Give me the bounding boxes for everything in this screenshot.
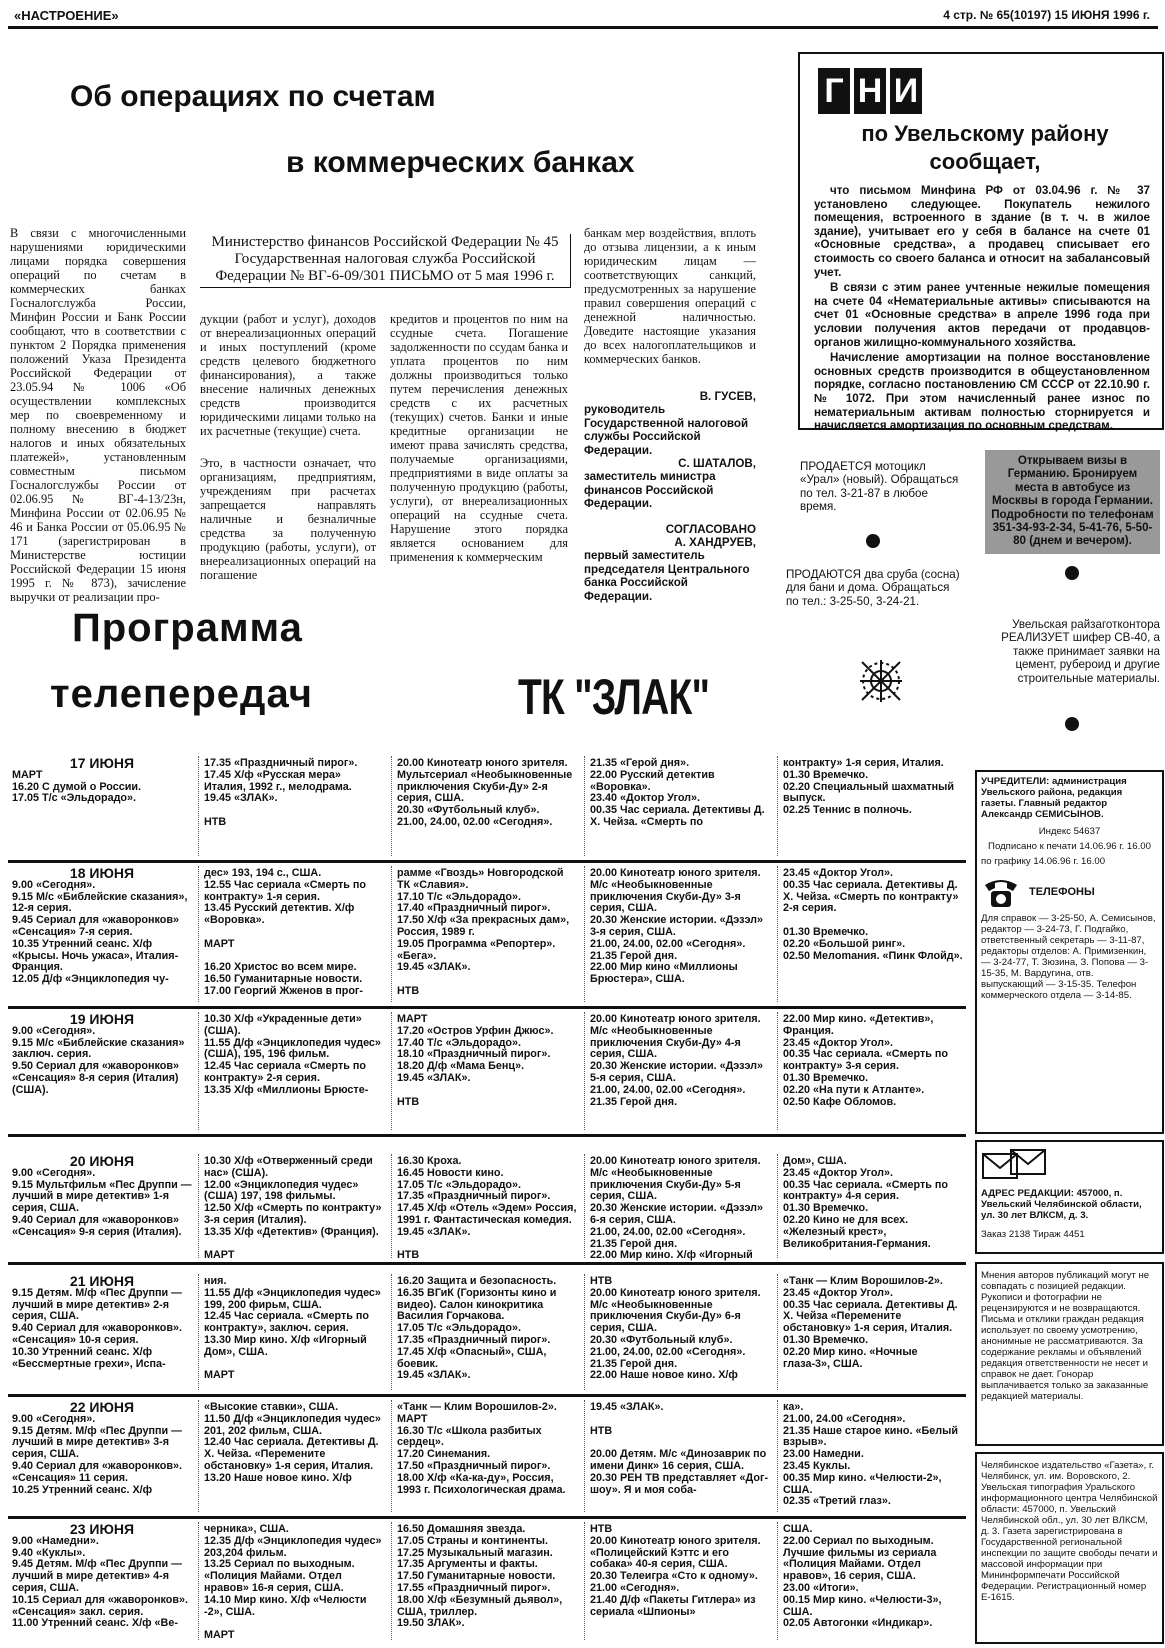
- imprint-box: [975, 770, 1164, 1134]
- tv-day: [8, 1396, 966, 1519]
- ad-motorcycle: ПРОДАЕТСЯ мотоцикл «Урал» (новый). Обращаться по тел. 3-21-87 в любое время.: [800, 460, 959, 514]
- editorial-note-box: [975, 1262, 1164, 1446]
- program-subtitle: телепередач: [50, 672, 313, 716]
- phones-title: ТЕЛЕФОНЫ: [1029, 885, 1095, 898]
- tax-notice-text: [814, 184, 1150, 435]
- day-column: 9.00 «Намедни». 9.40 «Куклы». 9.45 Детям. М/ф «Пес Друппи — лучший в мире детектив» 4-я серия, США. 10.15 Сериал для «жаворонков». «Сенсация» закл. серия. 11.00 Утренний сеанс. Х/ф «Ве-: [12, 1534, 189, 1630]
- phones-list: Для справок — 3-25-50, А. Семисынов, редактор — 3-24-73, Г. Подгайко, ответственный секретарь — 3-11-87, редакторы отделов: А. Примизенкин, — 3-24-77, Т. Зюзина, З. Попова — 3-15-35, М. Вардугина, отв. выпускающий — 3-15-35. Телефон коммерческого отдела — 3-14-85.: [981, 913, 1156, 1001]
- agreed-label: СОГЛАСОВАНО: [665, 522, 756, 536]
- day-heading: 19 ИЮНЯ: [69, 1011, 135, 1027]
- gni-logo: [818, 68, 926, 114]
- day-column: 23.45 «Доктор Угол». 00.35 Час сериала. Детективы Д. Х. Чейза. «Смерть по контракту» 2-я серия. 01.30 Времечко. 02.20 «Большой ринг». 02.50 Мелomания. «Пинк Флойд».: [783, 867, 963, 962]
- imprint-index: Индекс 54637: [1038, 826, 1101, 837]
- article-title-line1: Об операциях по счетам: [70, 80, 436, 113]
- separator-dot: [1065, 717, 1079, 731]
- day-column: 20.00 Кинотеатр юного зрителя. Мультсериал «Необыкновенные приключения Скуби-Ду» 2-я серия, США. 20.30 «Футбольный клуб». 21.00, 24.00, 02.00 «Сегодня».: [397, 757, 573, 828]
- day-heading: 17 ИЮНЯ: [69, 755, 135, 771]
- day-column: ния. 11.55 Д/ф «Энциклопедия чудес» 199, 200 фирьм, США. 12.45 Час сериала. «Смерть по контракту», заключ. серия. 13.30 Мир кино. Х/ф «Игорный Дом», США. МАРТ: [204, 1275, 381, 1382]
- telephone-icon: [981, 875, 1021, 909]
- gni-logo-letter: Г: [818, 68, 850, 114]
- signature-khandruev-role: первый заместитель председателя Центрального банка Российской Федерации.: [584, 549, 750, 603]
- day-column: 17.35 «Праздничный пирог». 17.45 Х/ф «Русская мера» Италия, 1992 г., мелодрама. 19.45 «ЗЛАК». НТВ: [204, 757, 358, 828]
- day-column: 16.50 Домашняя звезда. 17.05 Страны и континенты. 17.25 Музыкальный магазин. 17.35 Аргументы и факты. 17.50 Гуманитарные новости. 17.55 «Праздничный пирог». 18.00 Х/ф «Безумный дьявол», США, триллер. 19.50 ЗЛАК».: [397, 1523, 563, 1630]
- day-column: черника», США. 12.35 Д/ф «Энциклопедия чудес» 203,204 фильм. 13.25 Сериал по выходным. «Полиция Майами. Отдел нравов» 16-я серия, США. 14.10 Мир кино. Х/ф «Челюсти -2», США. МАРТ: [204, 1523, 382, 1642]
- signature-shatalov-role: заместитель министра финансов Российской Федерации.: [584, 470, 716, 511]
- ad-visa-box: [985, 450, 1160, 554]
- day-column: «Танк — Клим Ворошилов-2». 23.45 «Доктор Угол». 00.35 Час сериала. Детективы Д. Х. Чейза «Перемените обстановку» 1-я серия, Италия. 01.30 Времечко. 02.20 Мир кино. «Ночные глаза-3», США.: [783, 1275, 958, 1370]
- gni-logo-letter: Н: [854, 68, 886, 114]
- tax-notice-box: [798, 52, 1164, 433]
- ad-logs: ПРОДАЮТСЯ два сруба (сосна) для бани и дома. Обращаться по тел.: 3-25-50, 3-24-21.: [786, 568, 960, 608]
- day-column: 20.00 Кинотеатр юного зрителя. М/с «Необыкновенные приключения Скуби-Ду» 3-я серия, США. 20.30 Женские истории. «Дэзэл» 3-я серия, США. 21.00, 24.00, 02.00 «Сегодня». 21.35 Герой дня. 22.00 Мир кино «Миллионы Брюстера», США.: [590, 867, 764, 986]
- tax-notice-paragraph: что письмом Минфина РФ от 03.04.96 г. № 37 установлено следующее. Покупатель нежилого помещения, встроенного в здание (в т. ч. в жилое здание), учитывает его у себя в балансе на счете 01 «Основные средства», а продавец списывает его стоимость со своего баланса и относит на забалансовый учет.: [814, 184, 1150, 279]
- tv-day: [8, 752, 966, 863]
- envelope-icon: [981, 1148, 1051, 1182]
- day-column: «Высокие ставки», США. 11.50 Д/ф «Энциклопедия чудес» 201, 202 фильм, США. 12.40 Час сериала. Детективы Д. Х. Чейза. «Перемените обстановку» 1-я серия, Италия. 13.20 Наше новое кино. Х/ф: [204, 1401, 381, 1484]
- print-order: Заказ 2138 Тираж 4451: [981, 1229, 1085, 1240]
- article-col1: В связи с многочисленными нарушениями юридическими лицами порядка совершения операций по счетам в коммерческих банках Госналогслужба России, Минфин России и Банк России сообщают, что в соответствии с пунктом 2 Порядка применения положений Указа Президента Российской Федерации от 23.05.94 № 1006 «Об осуществлении комплексных мер по своевременному и полному внесению в бюджет налогов и иных обязательных платежей», установленным совместным письмом Госналогслужбы России от 02.06.95 № ВГ-4-13/23н, Минфина России от 02.06.95 № 46 и Банка России от 05.06.95 № 171 (зарегистрирован в Министерстве юстиции Российской Федерации 15 июня 1995 г. № 873), зачисление выручки от реализации про-: [10, 226, 186, 604]
- day-heading: 23 ИЮНЯ: [69, 1521, 135, 1537]
- day-column: 20.00 Кинотеатр юного зрителя. М/с «Необыкновенные приключения Скуби-Ду» 5-я серия, США. 20.30 Женские истории. «Дэзэл» 6-я серия, США. 21.00, 24.00, 02.00 «Сегодня». 21.35 Герой дня. 22.00 Мир кино. Х/ф «Игорный: [590, 1155, 764, 1262]
- day-heading: 21 ИЮНЯ: [69, 1273, 135, 1289]
- day-column: 10.30 Х/ф «Украденные дети» (США). 11.55 Д/ф «Энциклопедия чудес» (США), 195, 196 фильм. 12.45 Час сериала «Смерть по контракту» 2-я серия. 13.35 Х/ф «Миллионы Брюсте-: [204, 1013, 381, 1096]
- article-col2b: Это, в частности означает, что организациям, предприятиям, учреждениям при расчетах запрещается направлять наличные и безналичные средства за полученную продукцию (работы, услуги), от внереализационных операций на погашение: [200, 456, 376, 582]
- article-col4: банкам мер воздействия, вплоть до отзыва лицензии, а к иным юридическим лицам — соответствующих санкций, предусмотренных за нарушение правил совершения операций с денежной наличностью. Доведите настоящие указания до всех налогоплательщиков и коммерческих банков.: [584, 226, 756, 366]
- day-column: ка». 21.00, 24.00 «Сегодня». 21.35 Наше старое кино. «Белый взрыв». 23.00 Намедни. 23.45 Куклы. 00.35 Мир кино. «Челюсти-2», США. 02.35 «Третий глаз».: [783, 1401, 958, 1508]
- decorative-pattern-icon: [858, 658, 904, 704]
- ad-visa-text: Открываем визы в Германию. Бронируем места в автобусе из Москвы в города Германии. Подробности по телефонам 351-34-93-2-34, 5-41-76, 5-50-80 (днем и вечером).: [991, 454, 1154, 548]
- day-column: 20.00 Кинотеатр юного зрителя. М/с «Необыкновенные приключения Скуби-Ду» 4-я серия, США. 20.30 Женские истории. «Дэзэл» 5-я серия, США. 21.00, 24.00, 02.00 «Сегодня». 21.35 Герой дня.: [590, 1013, 764, 1108]
- gni-logo-letter: И: [890, 68, 922, 114]
- masthead: [8, 4, 1158, 29]
- tv-day: [8, 1270, 966, 1397]
- day-column: Дом», США. 23.45 «Доктор Угол». 00.35 Час сериала. «Смерть по контракту» 4-я серия. 01.30 Времечко. 02.20 Кино не для всех. «Железный крест», Великобритания-Германия.: [783, 1155, 949, 1250]
- day-column: 22.00 Мир кино. «Детектив», Франция. 23.45 «Доктор Угол». 00.35 Час сериала. «Смерть по контракту» 3-я серия. 01.30 Времечко. 02.20 «На пути к Атланте». 02.50 Кафе Обломов.: [783, 1013, 949, 1108]
- day-heading: 18 ИЮНЯ: [69, 865, 135, 881]
- tv-day: [8, 862, 966, 1009]
- day-column: контракту» 1-я серия, Италия. 01.30 Времечко. 02.20 Специальный шахматный выпуск. 02.25 Теннис в полночь.: [783, 757, 955, 817]
- day-column: НТВ 20.00 Кинотеатр юного зрителя. «Полицейский Кэттс и его собака» 40-я серия, США. 20.30 Телеигра «Сто к одному». 21.00 «Сегодня». 21.40 Д/ф «Пакеты Гитлера» из сериала «Шпионы»: [590, 1523, 761, 1618]
- day-column: МАРТ 17.20 «Остров Урфин Джюс». 17.40 Т/с «Эльдорадо». 18.10 «Праздничный пирог». 18.20 Д/ф «Мама Бенц». 19.45 «ЗЛАК». НТВ: [397, 1013, 554, 1108]
- day-column: 16.30 Кроха. 16.45 Новости кино. 17.05 Т/с «Эльдорадо». 17.35 «Праздничный пирог». 17.45 Х/ф «Отель «Эдем» Россия, 1991 г. Фантастическая комедия. 19.45 «ЗЛАК». НТВ: [397, 1155, 577, 1262]
- article-preface: Министерство финансов Российской Федерации № 45 Государственная налоговая служба Российской Федерации № ВГ-6-09/301 ПИСЬМО от 5 мая 1996 г.: [200, 234, 571, 288]
- separator-dot: [866, 534, 880, 548]
- day-column: рамме «Гвоздь» Новгородской ТК «Славия». 17.10 Т/с «Эльдорадо». 17.40 «Праздничный пирог». 17.50 Х/ф «За прекрасных дам», Россия, 1989 г. 19.05 Программа «Репортер». «Бега». 19.45 «ЗЛАК». НТВ: [397, 867, 570, 997]
- day-column: «Танк — Клим Ворошилов-2». МАРТ 16.30 Т/с «Школа разбитых сердец». 17.20 Синемания. 17.50 «Праздничный пирог». 18.00 Х/ф «Ка-ка-ду», Россия, 1993 г. Психологическая драма.: [397, 1401, 566, 1496]
- imprint-signed: Подписано к печати 14.06.96 г. 16.00: [988, 841, 1151, 852]
- imprint-schedule: по графику 14.06.96 г. 16.00: [981, 856, 1106, 867]
- article-signatures: [584, 390, 756, 603]
- imprint-founders: УЧРЕДИТЕЛИ: администрация Увельского района, редакция газеты. Главный редактор Александр СЕМИСЫНОВ.: [981, 776, 1127, 820]
- ad-slate: Увельская райзаготконтора РЕАЛИЗУЕТ шифер СВ-40, а также принимает заявки на цемент, рубероид и другие строительные материалы.: [1001, 618, 1160, 685]
- masthead-issue: 4 стр. № 65(10197) 15 ИЮНЯ 1996 г.: [943, 8, 1150, 22]
- article-col3: кредитов и процентов по ним на ссудные счета. Погашение задолженности по ссудам банка и уплата процентов по ним должны производиться только путем перечисления денежных средств с их расчетных (текущих) счетов. Банки и иные кредитные организации не имеют права зачислять средства, получаемые организациями, предприятиями в виде оплаты за полученную продукцию (работы, услуги), от внереализационных операций на ссудные счета. Нарушение этого порядка является основанием для применения к коммерческим: [390, 312, 568, 564]
- day-column: 21.35 «Герой дня». 22.00 Русский детектив «Воровка». 23.40 «Доктор Угол». 00.35 Час сериала. Детективы Д. Х. Чейза. «Смерть по: [590, 757, 765, 828]
- day-column: 19.45 «ЗЛАК». НТВ 20.00 Детям. М/с «Динозаврик по имени Динк» 16 серия, США. 20.30 РЕН ТВ представляет «Дог-шоу». Я и моя соба-: [590, 1401, 769, 1496]
- day-column: 9.00 «Сегодня». 9.15 Детям. М/ф «Пес Друппи — лучший в мире детектив» 3-я серия, США. 9.40 Сериал для «жаворонков». «Сенсация» 11 серия. 10.25 Утренний сеанс. Х/ф: [12, 1412, 183, 1496]
- day-column: США. 22.00 Сериал по выходным. Лучшие фильмы из сериала «Полиция Майами. Отдел нравов», 16 серия, США. 23.00 «Итоги». 00.15 Мир кино. «Челюсти-3», США. 02.05 Автогонки «Индикар».: [783, 1523, 942, 1630]
- day-column: дес» 193, 194 с., США. 12.55 Час сериала «Смерть по контракту» 1-я серия. 13.45 Русский детектив. Х/ф «Воровка». МАРТ 16.20 Христос во всем мире. 16.50 Гуманитарные новости. 17.00 Георгий Жженов в прог-: [204, 867, 367, 997]
- day-column: 9.00 «Сегодня». 9.15 Мультфильм «Пес Друппи — лучший в мире детектив» 1-я серия, США. 9.40 Сериал для «жаворонков» «Сенсация» 9-я серия (Италия).: [12, 1166, 192, 1238]
- article-title-line2: в коммерческих банках: [286, 146, 635, 179]
- address-box: [975, 1140, 1164, 1254]
- printer-box: [975, 1452, 1164, 1644]
- program-title: Программа: [72, 606, 303, 650]
- tax-notice-paragraph: Начисление амортизации на полное восстановление основных средств производится в общеустановленном порядке, согласно постановлению СМ СССР от 22.10.90 г. № 1072. При этом начисленный ранее износ по нематериальным активам полностью сторнируется и начисляется амортизация по основным средствам.: [814, 351, 1150, 433]
- editorial-note: Мнения авторов публикаций могут не совпадать с позицией редакции. Рукописи и фотографии не рецензируются и не возвращаются. Письма и отклики граждан редакция использует по своему усмотрению, анонимные не рассматриваются. За содержание рекламы и объявлений редакция ответственности не несет и справок не дает. Гонорар выплачивается только за заказанные редакцией материалы.: [981, 1270, 1150, 1402]
- day-heading: 20 ИЮНЯ: [69, 1153, 135, 1169]
- signature-gusev: В. ГУСЕВ,: [699, 390, 756, 403]
- day-column: 16.20 Защита и безопасность. 16.35 ВГиК (Горизонты кино и видео). Салон кинокритика Василия Горчакова. 17.05 Т/с «Эльдорадо». 17.35 «Праздничный пирог». 17.45 Х/ф «Опасный», США, боевик. 19.45 «ЗЛАК».: [397, 1275, 557, 1382]
- day-column: 10.30 Х/ф «Отверженный среди нас» (США). 12.00 «Энциклопедия чудес» (США) 197, 198 фильмы. 12.50 Х/ф «Смерть по контракту» 3-я серия (Италия). 13.35 Х/ф «Детектив» (Франция). МАРТ: [204, 1155, 382, 1262]
- day-column: НТВ 20.00 Кинотеатр юного зрителя. М/с «Необыкновенные приключения Скуби-Ду» 6-я серия, США. 20.30 «Футбольный клуб». 21.00, 24.00, 02.00 «Сегодня». 21.35 Герой дня. 22.00 Наше новое кино. Х/ф: [590, 1275, 761, 1382]
- day-column: 9.00 «Сегодня». 9.15 М/с «Библейские сказания» заключ. серия. 9.50 Сериал для «жаворонков» «Сенсация» 8-я серия (Италия) (США).: [12, 1024, 185, 1096]
- tax-notice-paragraph: В связи с этим ранее учтенные нежилые помещения на счете 04 «Нематериальные активы» списываются на счет 01 «Основные средства» в апреле 1996 года при условии получения актов передачи от продавцов-органов жилищно-коммунального хозяйства.: [814, 281, 1150, 349]
- masthead-title: «НАСТРОЕНИЕ»: [14, 8, 119, 23]
- day-column: 9.15 Детям. М/ф «Пес Друппи — лучший в мире детектив» 2-я серия, США. 9.40 Сериал для «жаворонков». «Сенсация» 10-я серия. 10.30 Утренний сеанс. Х/ф «Бессмертные грехи», Испа-: [12, 1286, 183, 1370]
- day-column: МАРТ 16.20 С думой о России. 17.05 Т/с «Эльдорадо».: [12, 768, 142, 805]
- tv-day: [8, 1008, 966, 1137]
- article-col2a: дукции (работ и услуг), доходов от внереализационных операций и иных поступлений (кроме средств целевого бюджетного финансирования), а также внесение наличных денежных средств производится юридическими лицами только на их расчетные (текущие) счета.: [200, 312, 376, 438]
- editorial-address: АДРЕС РЕДАКЦИИ: 457000, п. Увельский Челябинской области, ул. 30 лет ВЛКСМ, д. 3.: [981, 1188, 1142, 1221]
- tax-notice-title: по Увельскому району сообщает,: [861, 121, 1109, 174]
- tv-day: [8, 1150, 966, 1265]
- separator-dot: [1065, 566, 1079, 580]
- signature-gusev-role: руководитель Государственной налоговой службы Российской Федерации.: [584, 403, 749, 457]
- day-heading: 22 ИЮНЯ: [69, 1399, 135, 1415]
- printer-info: Челябинское издательство «Газета», г. Челябинск, ул. им. Воровского, 2. Увельская типография Уральского информационного центра Челябинской области: 457000, п. Увельский Челябинской обл., ул. 30 лет ВЛКСМ, д. 3. Газета зарегистрирована в Государственной региональной инспекции по защите свободы печати и массовой информации при Мининформпечати Российской Федерации. Регистрационный номер Е-1615.: [981, 1460, 1158, 1603]
- channel-title: ТК "ЗЛАК": [518, 669, 710, 725]
- signature-khandruev: А. ХАНДРУЕВ,: [674, 536, 756, 550]
- signature-shatalov: С. ШАТАЛОВ,: [678, 457, 756, 471]
- tv-day: [8, 1518, 966, 1644]
- day-column: 9.00 «Сегодня». 9.15 М/с «Библейские сказания», 12-я серия. 9.45 Сериал для «жаворонков» «Сенсация» 7-я серия. 10.35 Утренний сеанс. Х/ф «Крысы. Ночь ужаса», Италия-Франция. 12.05 Д/ф «Энциклопедия чу-: [12, 878, 188, 986]
